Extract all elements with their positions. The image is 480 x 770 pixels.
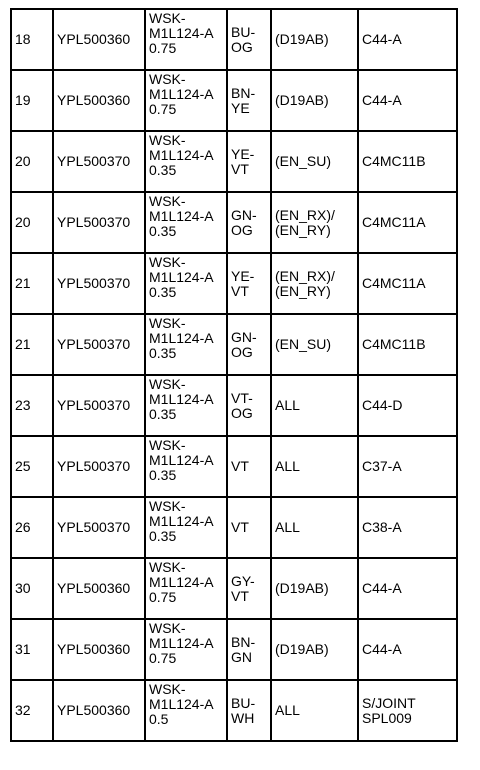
part-number-cell: YPL500370 — [53, 436, 145, 497]
wire-spec-cell-line: M1L124-A — [149, 513, 214, 529]
connector-cell-line: C38-A — [362, 519, 402, 535]
wire-spec-cell — [145, 436, 227, 497]
wire-color-cell-line: BN- — [231, 84, 256, 101]
wire-color-cell-line: VT — [231, 282, 249, 299]
wire-color-cell-line: VT — [231, 519, 249, 535]
wire-color-cell — [227, 680, 271, 741]
wire-color-cell-line: GY- — [231, 572, 255, 589]
connector-cell — [358, 192, 457, 253]
table-row — [11, 680, 457, 741]
wire-spec-cell — [145, 375, 227, 436]
connector-cell — [358, 375, 457, 436]
circuit-number-cell: 31 — [11, 619, 53, 680]
table-row — [11, 70, 457, 131]
wire-spec-cell-line: M1L124-A — [149, 452, 214, 468]
wire-color-cell-line: BU- — [231, 23, 256, 40]
wire-spec-cell — [145, 558, 227, 619]
wire-spec-cell-line: M1L124-A — [149, 391, 214, 407]
part-number-cell: YPL500370 — [53, 192, 145, 253]
wire-color-cell — [227, 375, 271, 436]
connector-cell — [358, 680, 457, 741]
wire-spec-cell-line: 0.75 — [149, 40, 177, 56]
table-row — [11, 375, 457, 436]
option-code-cell-line: (D19AB) — [275, 31, 329, 47]
option-code-cell — [271, 436, 358, 497]
wire-color-cell-line: GN- — [231, 328, 257, 345]
circuit-number-cell: 21 — [11, 314, 53, 375]
table-row — [11, 497, 457, 558]
wire-color-cell-line: YE- — [231, 145, 255, 162]
wiring-table-body — [11, 9, 457, 741]
table-row — [11, 253, 457, 314]
wire-color-cell — [227, 253, 271, 314]
option-code-cell-line: (EN_RY) — [275, 282, 331, 299]
connector-cell — [358, 619, 457, 680]
connector-cell — [358, 70, 457, 131]
circuit-number-cell: 32 — [11, 680, 53, 741]
part-number-cell: YPL500370 — [53, 375, 145, 436]
wire-spec-cell-line: 0.35 — [149, 467, 177, 483]
connector-cell — [358, 497, 457, 558]
table-row — [11, 131, 457, 192]
wire-color-cell — [227, 9, 271, 70]
wire-spec-cell-line: 0.75 — [149, 650, 177, 666]
wire-color-cell — [227, 314, 271, 375]
wire-spec-cell — [145, 497, 227, 558]
wire-color-cell — [227, 497, 271, 558]
wire-spec-cell-line: WSK- — [149, 193, 186, 209]
wire-spec-cell-line: 0.5 — [149, 711, 169, 727]
option-code-cell — [271, 192, 358, 253]
wire-color-cell-line: YE- — [231, 267, 255, 284]
wire-color-cell — [227, 558, 271, 619]
table-row — [11, 192, 457, 253]
wire-color-cell-line: BU- — [231, 694, 256, 711]
connector-cell — [358, 131, 457, 192]
wire-spec-cell-line: M1L124-A — [149, 208, 214, 224]
option-code-cell — [271, 558, 358, 619]
wire-spec-cell-line: M1L124-A — [149, 635, 214, 651]
wire-spec-cell-line: WSK- — [149, 315, 186, 331]
connector-cell-line: C37-A — [362, 458, 402, 474]
circuit-number-cell: 19 — [11, 70, 53, 131]
wire-color-cell-line: BN- — [231, 633, 256, 650]
option-code-cell-line: (EN_SU) — [275, 336, 332, 352]
wire-color-cell-line: OG — [231, 343, 253, 360]
wire-color-cell-line: VT- — [231, 389, 253, 406]
wire-color-cell-line: VT — [231, 458, 249, 474]
connector-cell-line: C4MC11B — [362, 153, 426, 169]
part-number-cell: YPL500370 — [53, 497, 145, 558]
option-code-cell — [271, 70, 358, 131]
part-number-cell: YPL500360 — [53, 619, 145, 680]
connector-cell — [358, 314, 457, 375]
wire-spec-cell-line: M1L124-A — [149, 574, 214, 590]
option-code-cell — [271, 680, 358, 741]
option-code-cell — [271, 131, 358, 192]
option-code-cell-line: (D19AB) — [275, 580, 329, 596]
connector-cell-line: C44-A — [362, 641, 402, 657]
connector-cell-line: C4MC11A — [362, 214, 426, 230]
wire-spec-cell — [145, 680, 227, 741]
connector-cell-line: C4MC11A — [362, 275, 426, 291]
circuit-number-cell: 18 — [11, 9, 53, 70]
part-number-cell: YPL500360 — [53, 558, 145, 619]
wire-spec-cell-line: M1L124-A — [149, 86, 214, 102]
wire-spec-cell-line: 0.35 — [149, 406, 177, 422]
connector-cell-line: C44-D — [362, 397, 403, 413]
wire-color-cell-line: GN — [231, 648, 252, 665]
wire-color-cell-line: VT — [231, 160, 249, 177]
wire-color-cell-line: OG — [231, 404, 253, 421]
wire-color-cell-line: OG — [231, 38, 253, 55]
option-code-cell-line: (EN_RX)/ — [275, 267, 335, 284]
wire-spec-cell-line: WSK- — [149, 132, 186, 148]
wire-color-cell — [227, 131, 271, 192]
wire-spec-cell-line: WSK- — [149, 559, 186, 575]
option-code-cell-line: ALL — [275, 519, 300, 535]
connector-cell-line: S/JOINT — [362, 694, 416, 711]
wire-spec-cell-line: 0.35 — [149, 345, 177, 361]
option-code-cell-line: (D19AB) — [275, 641, 329, 657]
option-code-cell-line: (EN_RY) — [275, 221, 331, 238]
wire-spec-cell-line: WSK- — [149, 376, 186, 392]
wire-spec-cell — [145, 131, 227, 192]
table-row — [11, 9, 457, 70]
wire-color-cell-line: OG — [231, 221, 253, 238]
wire-spec-cell-line: WSK- — [149, 10, 186, 26]
option-code-cell-line: ALL — [275, 458, 300, 474]
wire-spec-cell — [145, 253, 227, 314]
option-code-cell-line: ALL — [275, 397, 300, 413]
table-row — [11, 558, 457, 619]
wire-spec-cell-line: M1L124-A — [149, 147, 214, 163]
wire-spec-cell-line: WSK- — [149, 254, 186, 270]
wire-spec-cell-line: M1L124-A — [149, 330, 214, 346]
option-code-cell-line: ALL — [275, 702, 300, 718]
wire-spec-cell — [145, 314, 227, 375]
option-code-cell-line: (EN_RX)/ — [275, 206, 335, 223]
option-code-cell — [271, 375, 358, 436]
wire-spec-cell-line: 0.35 — [149, 223, 177, 239]
wire-spec-cell-line: 0.35 — [149, 528, 177, 544]
option-code-cell — [271, 9, 358, 70]
circuit-number-cell: 30 — [11, 558, 53, 619]
part-number-cell: YPL500360 — [53, 9, 145, 70]
option-code-cell — [271, 253, 358, 314]
part-number-cell: YPL500360 — [53, 680, 145, 741]
circuit-number-cell: 21 — [11, 253, 53, 314]
wire-spec-cell-line: 0.35 — [149, 284, 177, 300]
table-row — [11, 436, 457, 497]
wire-color-cell — [227, 436, 271, 497]
wire-color-cell — [227, 70, 271, 131]
connector-cell — [358, 436, 457, 497]
wire-spec-cell-line: 0.75 — [149, 589, 177, 605]
wire-spec-cell-line: M1L124-A — [149, 25, 214, 41]
connector-cell — [358, 558, 457, 619]
wire-spec-cell-line: WSK- — [149, 71, 186, 87]
wire-spec-cell-line: WSK- — [149, 681, 186, 697]
option-code-cell-line: (EN_SU) — [275, 153, 332, 169]
connector-cell-line: C44-A — [362, 92, 402, 108]
circuit-number-cell: 26 — [11, 497, 53, 558]
wire-spec-cell-line: WSK- — [149, 498, 186, 514]
table-row — [11, 619, 457, 680]
wire-color-cell-line: VT — [231, 587, 249, 604]
connector-cell — [358, 253, 457, 314]
option-code-cell — [271, 314, 358, 375]
connector-cell — [358, 9, 457, 70]
option-code-cell-line: (D19AB) — [275, 92, 329, 108]
wire-spec-cell — [145, 192, 227, 253]
wire-spec-cell — [145, 9, 227, 70]
circuit-number-cell: 25 — [11, 436, 53, 497]
wire-spec-cell-line: WSK- — [149, 437, 186, 453]
wire-spec-cell-line: 0.35 — [149, 162, 177, 178]
connector-cell-line: C4MC11B — [362, 336, 426, 352]
wiring-table — [10, 8, 458, 742]
wire-spec-cell — [145, 70, 227, 131]
circuit-number-cell: 23 — [11, 375, 53, 436]
wire-spec-cell-line: WSK- — [149, 620, 186, 636]
wire-spec-cell-line: 0.75 — [149, 101, 177, 117]
option-code-cell — [271, 619, 358, 680]
table-row — [11, 314, 457, 375]
wire-spec-cell-line: M1L124-A — [149, 696, 214, 712]
wire-color-cell-line: GN- — [231, 206, 257, 223]
part-number-cell: YPL500360 — [53, 70, 145, 131]
wire-spec-cell-line: M1L124-A — [149, 269, 214, 285]
wire-spec-cell — [145, 619, 227, 680]
part-number-cell: YPL500370 — [53, 253, 145, 314]
part-number-cell: YPL500370 — [53, 131, 145, 192]
connector-cell-line: C44-A — [362, 31, 402, 47]
wire-color-cell — [227, 619, 271, 680]
circuit-number-cell: 20 — [11, 131, 53, 192]
circuit-number-cell: 20 — [11, 192, 53, 253]
connector-cell-line: C44-A — [362, 580, 402, 596]
connector-cell-line: SPL009 — [362, 709, 412, 726]
wire-color-cell-line: WH — [231, 709, 255, 726]
part-number-cell: YPL500370 — [53, 314, 145, 375]
wire-color-cell-line: YE — [231, 99, 250, 116]
option-code-cell — [271, 497, 358, 558]
wire-color-cell — [227, 192, 271, 253]
